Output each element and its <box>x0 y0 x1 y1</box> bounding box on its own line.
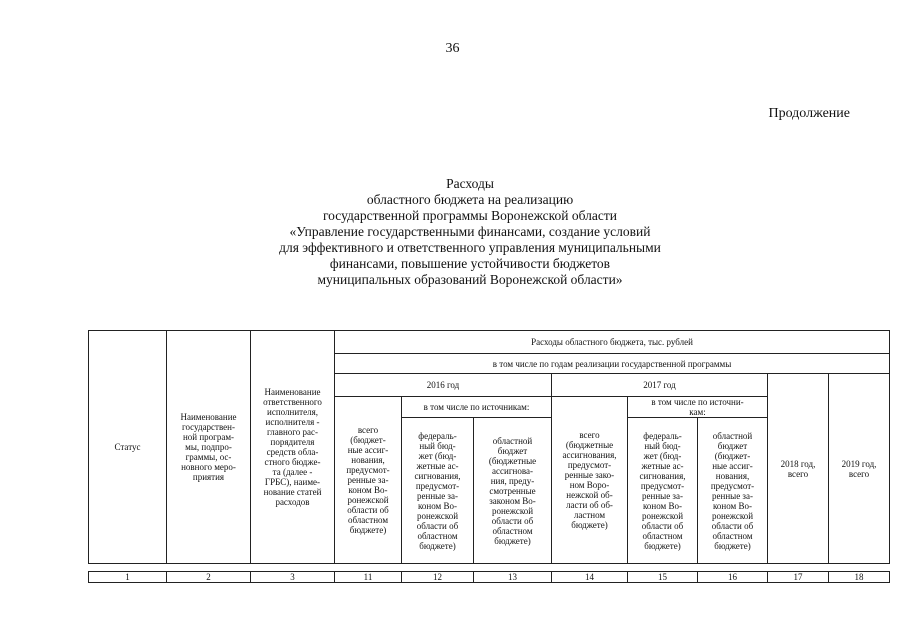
title-line: муниципальных образований Воронежской области» <box>317 272 623 287</box>
title-line: «Управление государственными финансами, создание условий <box>289 224 651 239</box>
header-year-2016: 2016 год <box>335 374 552 397</box>
title-line: государственной программы Воронежской области <box>322 208 618 223</box>
header-total-2017: всего (бюджетные ассигнования, предусмот- ренные зако- ном Воро- нежской об- ласти об об- ластном бюджете) <box>552 397 628 564</box>
title-line: финансами, повышение устойчивости бюджетов <box>329 256 611 271</box>
column-number: 17 <box>768 572 829 583</box>
header-year-2018: 2018 год, всего <box>768 374 829 564</box>
budget-table <box>88 330 890 583</box>
header-sources-2017: в том числе по источни- кам: <box>628 397 768 418</box>
header-regional-2016: областной бюджет (бюджетные ассигнова- ния, преду- смотренные законом Во- ронежской области об областном бюджете) <box>474 418 552 564</box>
column-number: 3 <box>251 572 335 583</box>
column-number: 16 <box>698 572 768 583</box>
column-number: 1 <box>89 572 167 583</box>
header-sources-2016: в том числе по источникам: <box>402 397 552 418</box>
header-status: Статус <box>89 331 167 564</box>
header-executor: Наименование ответственного исполнителя, исполнителя - главного рас- порядителя средств обла- стного бюдже- та (далее - ГРБС), наиме- нование статей расходов <box>251 331 335 564</box>
header-by-years: в том числе по годам реализации государственной программы <box>335 354 890 374</box>
continuation-label: Продолжение <box>768 106 850 121</box>
header-regional-2017: областной бюджет (бюджет- ные ассиг- нования, предусмот- ренные за- коном Во- ронежской области об областном бюджете) <box>698 418 768 564</box>
header-program-name: Наименование государствен- ной програм- мы, подпро- граммы, ос- новного меро- приятия <box>167 331 251 564</box>
document-title <box>170 176 770 288</box>
column-number: 11 <box>335 572 402 583</box>
header-federal-2017: федераль- ный бюд- жет (бюд- жетные ас- сигнования, предусмот- ренные за- коном Во- ронежской области об областном бюджете) <box>628 418 698 564</box>
column-number: 13 <box>474 572 552 583</box>
header-federal-2016: федераль- ный бюд- жет (бюд- жетные ас- сигнования, предусмот- ренные за- коном Во- ронежской области об областном бюджете) <box>402 418 474 564</box>
column-number: 2 <box>167 572 251 583</box>
column-number: 18 <box>829 572 890 583</box>
header-year-2019: 2019 год, всего <box>829 374 890 564</box>
column-number: 12 <box>402 572 474 583</box>
column-number: 15 <box>628 572 698 583</box>
title-line: Расходы <box>446 176 494 191</box>
title-line: для эффективного и ответственного управления муниципальными <box>279 240 661 255</box>
column-numbers-row <box>89 572 890 583</box>
column-number: 14 <box>552 572 628 583</box>
header-total-2016: всего (бюджет- ные ассиг- нования, предусмот- ренные за- коном Во- ронежской области об областном бюджете) <box>335 397 402 564</box>
header-year-2017: 2017 год <box>552 374 768 397</box>
table-gap <box>89 564 890 572</box>
header-expenses: Расходы областного бюджета, тыс. рублей <box>335 331 890 354</box>
page-number: 36 <box>445 41 460 56</box>
title-line: областного бюджета на реализацию <box>366 192 574 207</box>
